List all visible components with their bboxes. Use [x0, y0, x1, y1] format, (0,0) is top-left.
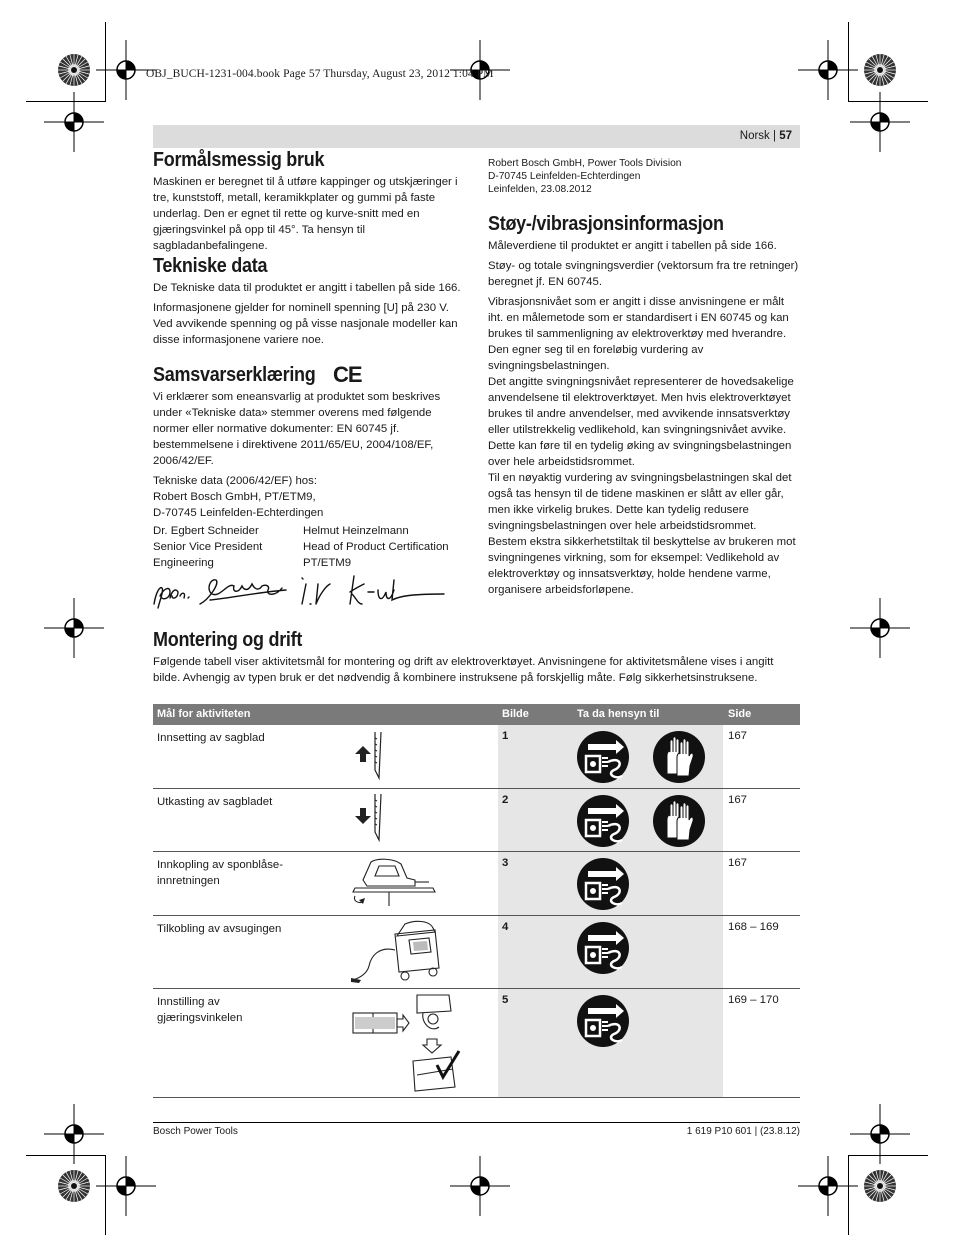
handwritten-signatures	[150, 570, 450, 612]
page-reference: 167	[728, 857, 748, 869]
paragraph: Informasjonene gjelder for nominell spenning [U] på 230 V. Ved avvikende spenning og på visse nasjonale modeller kan disse informasjonene variere noe.	[153, 302, 458, 346]
table-header	[153, 704, 800, 725]
unplug-icon	[576, 921, 630, 975]
address-line: Leinfelden, 23.08.2012	[488, 184, 592, 195]
paragraph: Bestem ekstra sikkerhetstiltak til beskyttelse av brukeren mot svingningenes virkning, som for eksempel: Vedlikehold av elektroverktøy og innsatsverktøy, holde hendene varme, organisere arbeidsforløpene.	[488, 536, 796, 596]
signatory-role: Senior Vice President	[153, 541, 263, 553]
address-block	[488, 157, 800, 196]
signatory-name: Helmut Heinzelmann	[303, 525, 409, 537]
column-header: Side	[728, 708, 752, 720]
paragraph: Det angitte svingningsnivået representerer de hovedsakelige anvendelsene til elektroverktøyet. Men hvis elektroverktøyet brukes til andre anvendelser, med avvikende innsatsverktøy eller utilstrekkelig vedlikehold, kan svingningsnivået avvike. Dette kan føre til en tydelig øking av svingningsbelastningen over hele arbeidstidsrommet.	[488, 376, 794, 468]
bilde-number: 4	[502, 921, 509, 933]
print-slug: OBJ_BUCH-1231-004.book Page 57 Thursday, August 23, 2012 1:04 PM	[146, 68, 494, 80]
ce-mark-icon: CE	[333, 362, 362, 387]
registration-crosshair	[850, 1104, 910, 1164]
text-line: D-70745 Leinfelden-Echterdingen	[153, 507, 324, 519]
paragraph: Til en nøyaktig vurdering av svingningsbelastningen skal det også tas hensyn til de tidene maskinen er slått av eller går, men ikke virkelig brukes. Dette kan tydelig redusere svingningsbelastningen over hele arbeidstidsrommet.	[488, 472, 792, 532]
page-reference: 167	[728, 730, 748, 742]
unplug-icon	[576, 730, 630, 784]
table-row	[153, 989, 800, 1098]
address-line: D-70745 Leinfelden-Echterdingen	[488, 171, 641, 182]
registration-target	[862, 1168, 898, 1204]
heading-tekniske-data: Tekniske data	[153, 255, 268, 277]
text-line: Tekniske data (2006/42/EF) hos:	[153, 475, 317, 487]
page-header	[153, 125, 800, 148]
column-header: Mål for aktiviteten	[157, 708, 251, 720]
header-language: Norsk	[739, 130, 770, 142]
blade-insert-illustration	[351, 730, 391, 782]
gloves-icon	[652, 730, 706, 784]
heading-montering-og-drift: Montering og drift	[153, 629, 303, 651]
blade-eject-illustration	[351, 792, 391, 844]
unplug-icon	[576, 857, 630, 911]
signatories	[153, 523, 463, 571]
heading-formalsmessig-bruk: Formålsmessig bruk	[153, 149, 325, 171]
section-formalsmessig	[153, 149, 463, 258]
header-text	[740, 130, 792, 142]
paragraph: Følgende tabell viser aktivitetsmål for montering og drift av elektroverktøyet. Anvisningene for aktivitetsmålene vises i angitt bilde. Avhengig av typen bruk er det nødvendig å kombinere instruksene på forskjellig måte. Følg sikkerhetsinstruksene.	[153, 656, 774, 684]
footer-publisher: Bosch Power Tools	[153, 1126, 238, 1137]
registration-crosshair	[850, 598, 910, 658]
page-reference: 167	[728, 794, 748, 806]
header-page-number: 57	[779, 130, 792, 142]
signatory-role: Head of Product Certification	[303, 541, 449, 553]
paragraph: Maskinen er beregnet til å utføre kappinger og utskjæringer i tre, kunststoff, metall, keramikkplater og gummi på faste underlag. Den er egnet til rette og kurve-snitt med en gjæringsvinkel på opp til 45°. Ta hensyn til sagbladanbefalingene.	[153, 176, 458, 252]
column-header: Bilde	[502, 708, 529, 720]
paragraph: De Tekniske data til produktet er angitt i tabellen på side 166.	[153, 282, 461, 294]
registration-target	[56, 52, 92, 88]
registration-crosshair	[96, 1156, 156, 1216]
unplug-icon	[576, 994, 630, 1048]
activity-label: Innsetting av sagblad	[157, 732, 265, 744]
paragraph: Støy- og totale svingningsverdier (vektorsum fra tre retninger) beregnet jf. EN 60745.	[488, 260, 799, 288]
activity-label: Innstilling av gjæringsvinkelen	[157, 996, 243, 1024]
section-montering	[153, 629, 800, 690]
header-separator: |	[773, 130, 776, 142]
registration-crosshair	[798, 1156, 858, 1216]
registration-crosshair	[44, 598, 104, 658]
registration-crosshair	[450, 1156, 510, 1216]
vacuum-cleaner-illustration	[349, 920, 449, 984]
bilde-number: 2	[502, 794, 509, 806]
table-row	[153, 789, 800, 852]
unplug-icon	[576, 794, 630, 848]
page-reference: 169 – 170	[728, 994, 779, 1006]
activity-label: Tilkobling av avsugingen	[157, 923, 282, 935]
registration-crosshair	[798, 40, 858, 100]
table-row	[153, 725, 800, 789]
section-stoy-vibrasjon	[488, 213, 800, 598]
address-line: Robert Bosch GmbH, Power Tools Division	[488, 158, 682, 169]
activity-table	[153, 704, 800, 1098]
registration-target	[56, 1168, 92, 1204]
paragraph: Vibrasjonsnivået som er angitt i disse anvisningene er målt iht. en målemetode som er standardisert i EN 60745 og kan brukes til sammenligning av elektroverktøy med hverandre. Den egner seg til en foreløbig vurdering av svingningsbelastningen.	[488, 296, 789, 372]
registration-crosshair	[44, 1104, 104, 1164]
bilde-number: 3	[502, 857, 509, 869]
activity-label: Utkasting av sagbladet	[157, 796, 273, 808]
footer-docnumber: 1 619 P10 601 | (23.8.12)	[686, 1126, 800, 1137]
paragraph: Vi erklærer som eneansvarlig at produktet som beskrives under «Tekniske data» stemmer overens med følgende normer eller normative dokumenter: EN 60745 jf. bestemmelsene i direktivene 2011/65/EU, 2004/108/EF, 2006/42/EF.	[153, 391, 441, 467]
table-row	[153, 852, 800, 916]
paragraph: Måleverdiene til produktet er angitt i tabellen på side 166.	[488, 240, 777, 252]
text-line: Robert Bosch GmbH, PT/ETM9,	[153, 491, 316, 503]
section-samsvarserklaering	[153, 362, 463, 571]
column-header: Ta da hensyn til	[577, 708, 660, 720]
bilde-number: 5	[502, 994, 509, 1006]
registration-crosshair	[850, 92, 910, 152]
table-row	[153, 916, 800, 989]
section-tekniske-data	[153, 255, 463, 352]
page-reference: 168 – 169	[728, 921, 779, 933]
bilde-number: 1	[502, 730, 509, 742]
activity-label: Innkopling av sponblåse-innretningen	[157, 859, 284, 887]
jigsaw-blower-illustration	[349, 856, 439, 910]
signatory-name: Dr. Egbert Schneider	[153, 525, 259, 537]
heading-samsvarserklaering: Samsvarserklæring	[153, 364, 316, 386]
bevel-angle-illustration	[351, 991, 461, 1095]
signatory-role: Engineering	[153, 557, 214, 569]
gloves-icon	[652, 794, 706, 848]
signatory-role: PT/ETM9	[303, 557, 352, 569]
registration-target	[862, 52, 898, 88]
footer-rule	[153, 1122, 800, 1123]
registration-crosshair	[44, 92, 104, 152]
heading-stoy-vibrasjon: Støy-/vibrasjonsinformasjon	[488, 213, 724, 235]
